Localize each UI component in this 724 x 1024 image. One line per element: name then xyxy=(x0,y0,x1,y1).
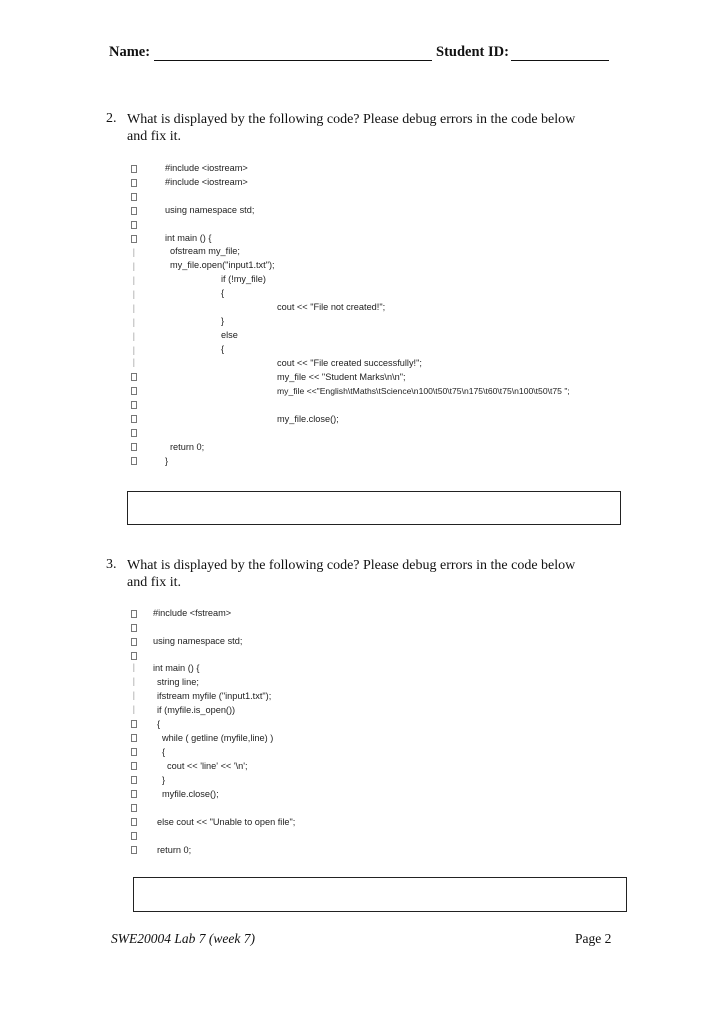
question-3-number: 3. xyxy=(106,557,117,572)
code-line: my_file << "Student Marks\n\n"; xyxy=(277,372,406,382)
code-line: string line; xyxy=(157,677,199,687)
code-line: } xyxy=(165,456,169,466)
code-line: myfile.close(); xyxy=(162,789,219,799)
code-line: cout << 'line' << '\n'; xyxy=(167,761,248,771)
name-field-line[interactable] xyxy=(154,60,432,61)
name-label: Name: xyxy=(109,44,151,60)
code-line: while ( getline (myfile,line) ) xyxy=(162,733,274,743)
question-2-text-line2: and fix it. xyxy=(127,129,182,144)
code-line: #include <iostream> xyxy=(165,177,248,187)
code-line: return 0; xyxy=(157,845,192,855)
code-line: cout << "File created successfully!"; xyxy=(277,358,422,368)
code-line: if (!my_file) xyxy=(221,274,266,284)
code-line: cout << "File not created!"; xyxy=(277,302,386,312)
student-id-field-line[interactable] xyxy=(511,60,609,61)
code-line: ofstream my_file; xyxy=(170,246,240,256)
code-line: #include <iostream> xyxy=(165,163,248,173)
code-line: } xyxy=(162,775,166,785)
question-2-answer-box[interactable] xyxy=(127,491,621,525)
code-line: else xyxy=(221,330,238,340)
code-line: my_file.close(); xyxy=(277,414,339,424)
footer-page-number: Page 2 xyxy=(575,931,612,946)
question-2-text-line1: What is displayed by the following code? Please debug errors in the code below xyxy=(127,112,576,127)
code-line: #include <fstream> xyxy=(153,608,232,618)
question-3-answer-box[interactable] xyxy=(133,877,627,912)
code-line: int main () { xyxy=(153,663,200,673)
code-line: return 0; xyxy=(170,442,205,452)
code-line: ifstream myfile ("input1.txt"); xyxy=(157,691,272,701)
code-line: else cout << "Unable to open file"; xyxy=(157,817,296,827)
code-line: { xyxy=(221,288,225,298)
question-3-text-line2: and fix it. xyxy=(127,575,182,590)
code-line: } xyxy=(221,316,225,326)
footer-course: SWE20004 Lab 7 (week 7) xyxy=(111,931,255,946)
question-2-number: 2. xyxy=(106,111,117,126)
student-id-label: Student ID: xyxy=(436,44,509,60)
code-line: my_file.open("input1.txt"); xyxy=(170,260,275,270)
code-line: if (myfile.is_open()) xyxy=(157,705,236,715)
code-line: { xyxy=(221,344,225,354)
code-line: my_file <<"English\tMaths\tScience\n100\t50\t75\n175\t60\t75\n100\t50\t75 "; xyxy=(277,386,570,396)
code-line: { xyxy=(162,747,166,757)
code-line: using namespace std; xyxy=(153,636,243,646)
code-line: int main () { xyxy=(165,233,212,243)
code-line: using namespace std; xyxy=(165,205,255,215)
question-3-text-line1: What is displayed by the following code? Please debug errors in the code below xyxy=(127,558,576,573)
code-line: { xyxy=(157,719,161,729)
